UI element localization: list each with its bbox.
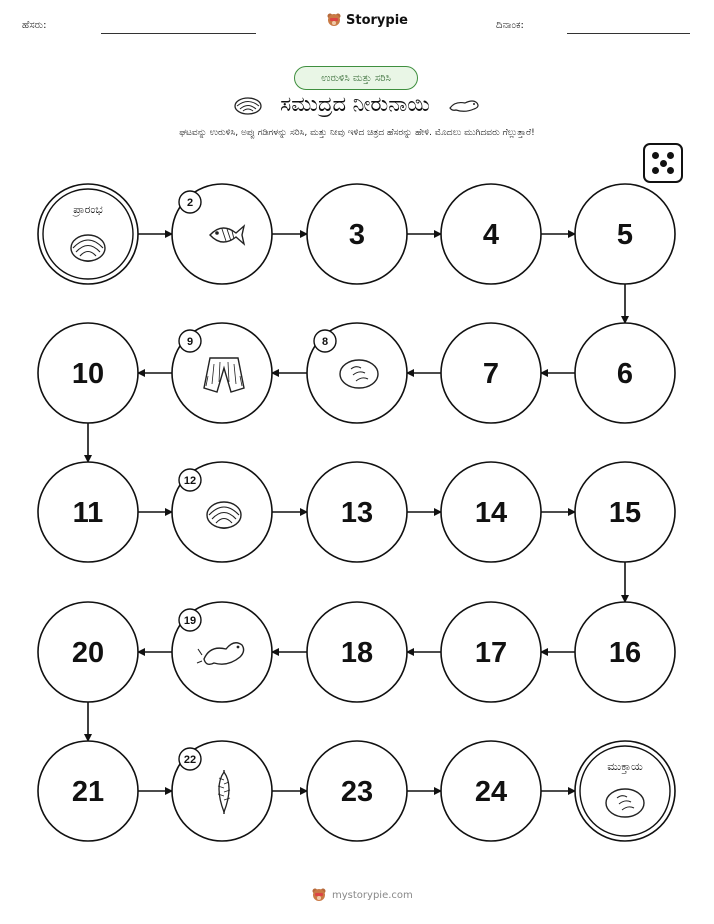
board-space-7	[441, 323, 541, 423]
bread-icon	[340, 360, 378, 388]
space-number: 20	[71, 637, 105, 669]
space-number: 21	[71, 776, 105, 808]
board-space-12	[172, 462, 272, 562]
date-label: ದಿನಾಂಕ:	[496, 20, 524, 31]
board-space-6	[575, 323, 675, 423]
board-space-8	[307, 323, 407, 423]
space-number: 10	[71, 358, 105, 390]
space-number: 7	[482, 358, 500, 390]
board-space-18	[307, 602, 407, 702]
space-badge-number: 22	[183, 754, 197, 766]
space-badge-number: 8	[321, 336, 329, 348]
board-space-2	[172, 184, 272, 284]
footer	[311, 887, 413, 903]
bear-mascot-icon	[311, 887, 327, 903]
board-space-15	[575, 462, 675, 562]
clam-icon	[207, 502, 241, 529]
bread-icon	[606, 789, 644, 817]
board-space-24	[441, 741, 541, 841]
space-number: 24	[474, 776, 508, 808]
start-label: ಪ್ರಾರಂಭ	[73, 203, 103, 216]
board-space-25	[575, 741, 675, 841]
board-space-19	[172, 602, 272, 702]
space-number: 6	[616, 358, 634, 390]
board-space-14	[441, 462, 541, 562]
board-space-17	[441, 602, 541, 702]
board-space-3	[307, 184, 407, 284]
space-number: 23	[340, 776, 374, 808]
space-number: 17	[474, 637, 508, 669]
space-badge-number: 19	[183, 615, 197, 627]
instructions: ಘಟವನ್ನು ಉರುಳಿಸಿ, ಅಪ್ಪು ಗಡಿಗಳನ್ನು ಸರಿಸಿ, ಮತ್ತು ನೀವು ಇಳಿದ ಚಿತ್ರದ ಹೆಸರನ್ನು ಹೇಳಿ. ಮೊದಲು ಮುಗಿದವರು ಗೆಲ್ಲುತ್ತಾರೆ!	[179, 128, 535, 138]
board-space-22	[172, 741, 272, 841]
footer-url[interactable]: mystorypie.com	[332, 889, 413, 901]
name-label: ಹೆಸರು:	[22, 20, 47, 31]
space-badge-number: 9	[186, 336, 194, 348]
board-space-1	[38, 184, 138, 284]
board-space-20	[38, 602, 138, 702]
board-space-4	[441, 184, 541, 284]
finish-label: ಮುಕ್ತಾಯ	[607, 760, 643, 773]
space-number: 3	[348, 219, 366, 251]
space-number: 11	[72, 497, 104, 529]
clam-icon	[71, 235, 105, 262]
board-space-16	[575, 602, 675, 702]
space-number: 13	[340, 497, 374, 529]
board-space-10	[38, 323, 138, 423]
space-number: 15	[608, 497, 642, 529]
space-badge-number: 12	[183, 475, 197, 487]
space-number: 14	[474, 497, 508, 529]
space-number: 18	[340, 637, 374, 669]
board-space-13	[307, 462, 407, 562]
title-text: ಸಮುದ್ರದ ನೀರುನಾಯಿ	[280, 92, 430, 116]
game-tag: ಉರುಳಿಸಿ ಮತ್ತು ಸರಿಸಿ	[294, 66, 418, 90]
board-space-11	[38, 462, 138, 562]
space-number: 16	[608, 637, 642, 669]
board-space-21	[38, 741, 138, 841]
board-space-23	[307, 741, 407, 841]
brand-name: Storypie	[346, 12, 408, 28]
board-space-9	[172, 323, 272, 423]
space-badge-number: 2	[186, 197, 194, 209]
space-number: 4	[482, 219, 500, 251]
space-circle	[38, 184, 138, 284]
space-number: 5	[616, 219, 634, 251]
board-space-5	[575, 184, 675, 284]
